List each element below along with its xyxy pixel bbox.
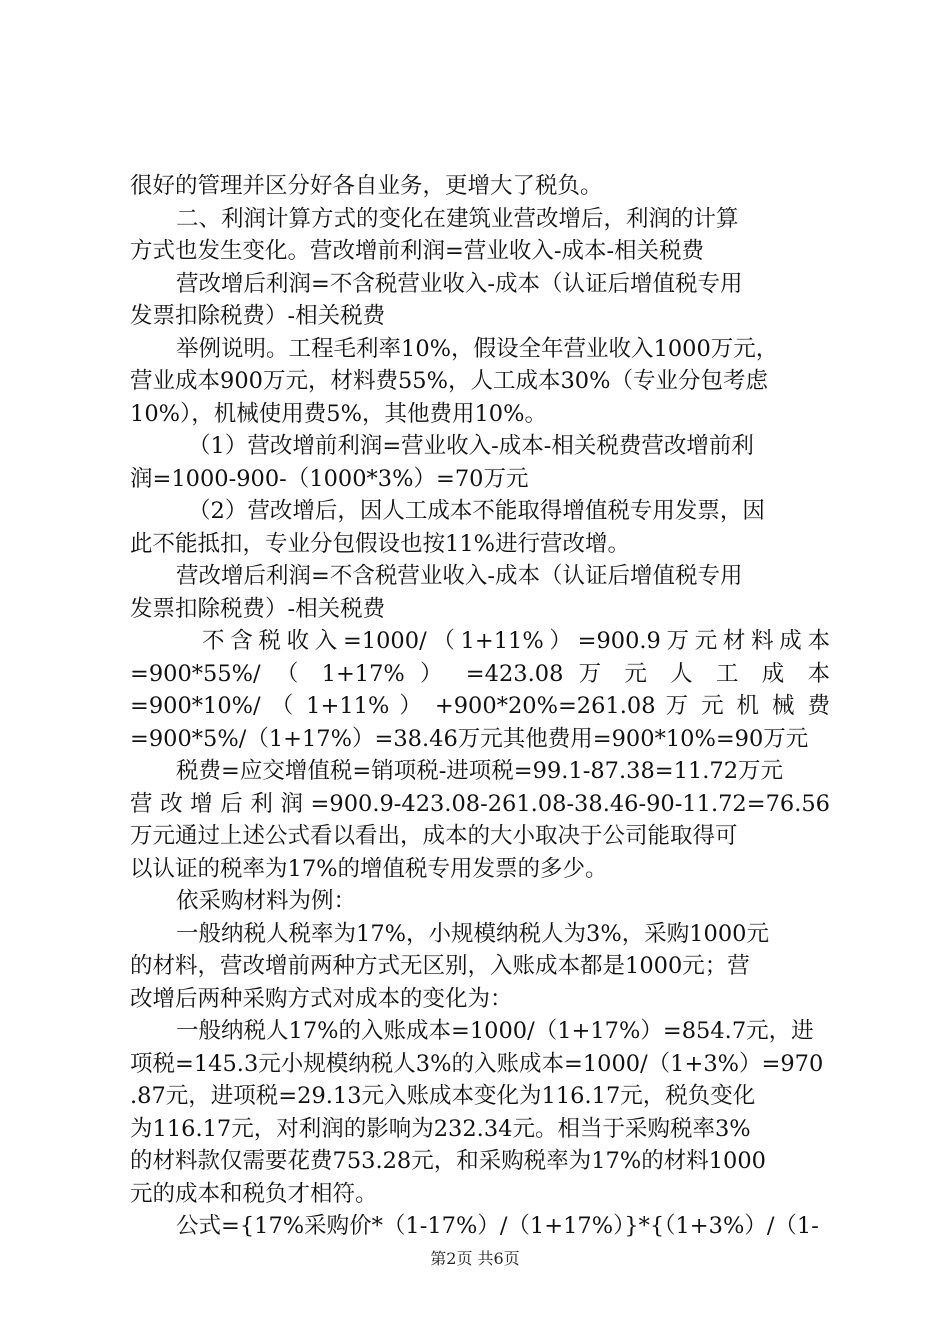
formula-line: =900*55%/ （ 1+17% ） =423.08 万 元 人 工 成 本 <box>130 660 830 687</box>
section-heading-line: 二、利润计算方式的变化在建筑业营改增后，利润的计算 <box>176 205 739 232</box>
formula-line: （1）营改增前利润=营业收入-成本-相关税费营改增前利 <box>188 433 754 459</box>
page-number: 第2页 共6页 <box>430 1249 520 1268</box>
text-line: 元的成本和税负才相符。 <box>130 1180 378 1207</box>
text-line: （2）营改增后，因人工成本不能取得增值税专用发票，因 <box>188 498 765 524</box>
text-line: 发票扣除税费）-相关税费 <box>130 303 386 329</box>
text-line: 依采购材料为例： <box>176 888 357 914</box>
formula-line: 营改增后利润=900.9-423.08-261.08-38.46-90-11.72=76.56 <box>130 790 830 817</box>
text-line: 发票扣除税费）-相关税费 <box>130 595 386 622</box>
formula-line: 润=1000-900-（1000*3%）=70万元 <box>130 465 529 492</box>
text-line: 方式也发生变化。营改增前利润=营业收入-成本-相关税费 <box>130 238 705 264</box>
document-body <box>130 170 830 1243</box>
formula-line: 营改增后利润=不含税营业收入-成本（认证后增值税专用 <box>176 270 743 297</box>
text-line: 改增后两种采购方式对成本的变化为： <box>130 985 513 1012</box>
text-line: 万元通过上述公式看以看出，成本的大小取决于公司能取得可 <box>130 823 738 849</box>
formula-line: 不含税收入=1000/（1+11%）=900.9万元材料成本 <box>202 628 830 654</box>
text-line: 的材料，营改增前两种方式无区别，入账成本都是1000元；营 <box>130 953 750 979</box>
formula-line: 营改增后利润=不含税营业收入-成本（认证后增值税专用 <box>176 563 743 589</box>
text-line: 的材料款仅需要花费753.28元，和采购税率为17%的材料1000 <box>130 1148 766 1174</box>
text-line: 10%），机械使用费5%，其他费用10%。 <box>130 400 547 427</box>
text-line: 以认证的税率为17%的增值税专用发票的多少。 <box>130 855 608 882</box>
text-line: 此不能抵扣，专业分包假设也按11%进行营改增。 <box>130 530 631 557</box>
text-line: 一般纳税人税率为17%，小规模纳税人为3%，采购1000元 <box>176 920 769 947</box>
text-line: 很好的管理并区分好各自业务，更增大了税负。 <box>130 173 603 199</box>
text-line: 为116.17元，对利润的影响为232.34元。相当于采购税率3% <box>130 1115 751 1142</box>
formula-line: 公式={17%采购价*（1-17%）/（1+17%）}*{（1+3%）/（1- <box>176 1213 819 1239</box>
formula-line: 税费=应交增值税=销项税-进项税=99.1-87.38=11.72万元 <box>176 758 784 784</box>
formula-line: 一般纳税人17%的入账成本=1000/（1+17%）=854.7元，进 <box>176 1018 814 1044</box>
text-line: 举例说明。工程毛利率10%，假设全年营业收入1000万元， <box>176 335 779 362</box>
formula-line: 项税=145.3元小规模纳税人3%的入账成本=1000/（1+3%）=970 <box>130 1050 824 1077</box>
formula-line: =900*5%/（1+17%）=38.46万元其他费用=900*10%=90万元 <box>130 725 809 752</box>
text-line: 营业成本900万元，材料费55%，人工成本30%（专业分包考虑 <box>130 368 768 394</box>
text-line: .87元，进项税=29.13元入账成本变化为116.17元，税负变化 <box>130 1083 756 1109</box>
formula-line: =900*10%/ （ 1+11% ） +900*20%=261.08 万 元 机 械 费 <box>130 693 830 719</box>
